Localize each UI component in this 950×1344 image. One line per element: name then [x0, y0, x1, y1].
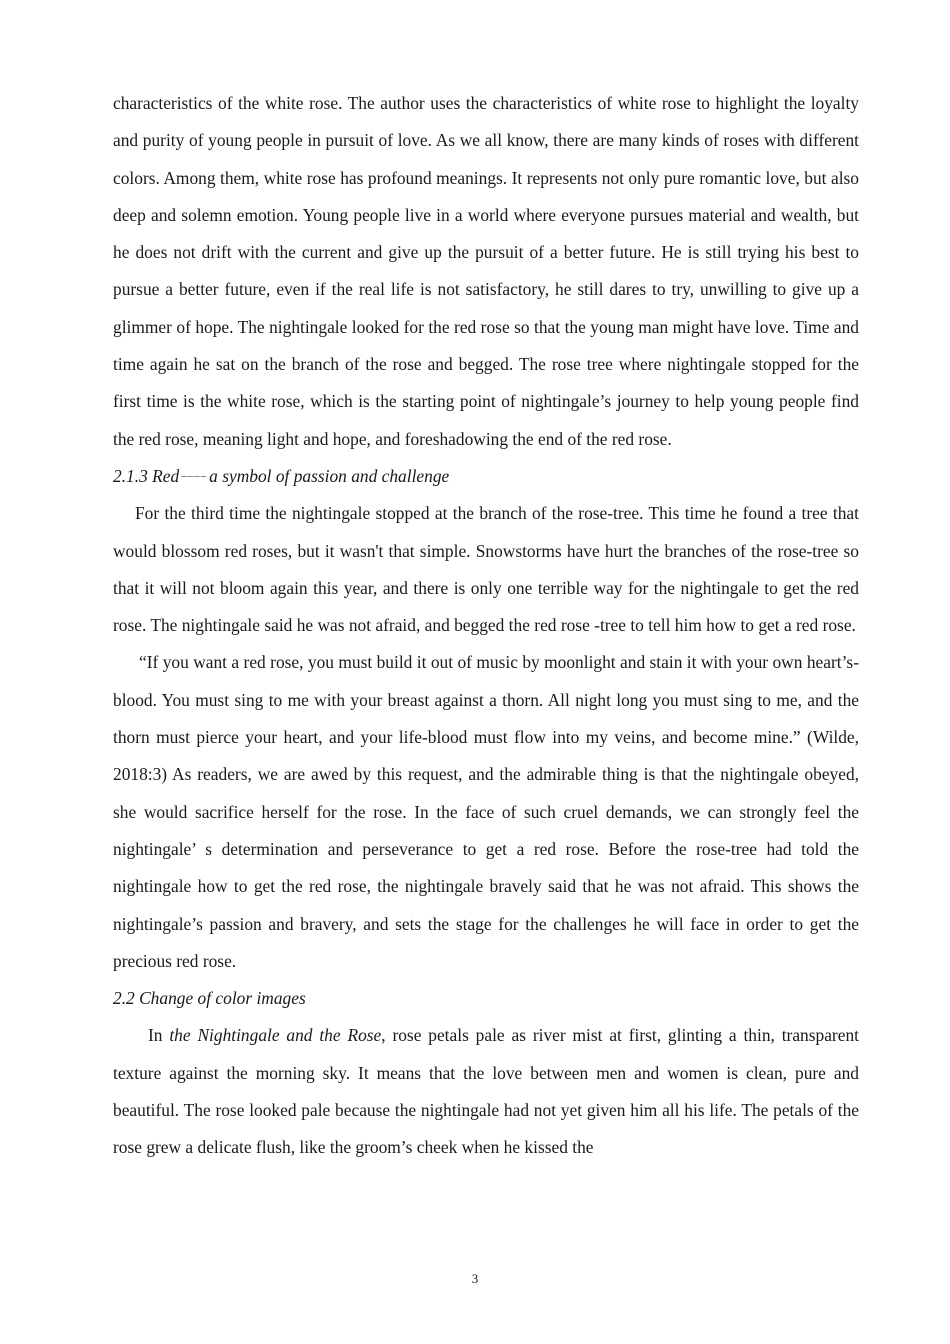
heading-dash: –––– [181, 469, 208, 482]
heading-number-label: 2.1.3 Red [113, 465, 180, 486]
paragraph-lead: In [148, 1025, 170, 1046]
paragraph-rest: , rose petals pale as river mist at first, glinting a thin, transparent texture against the morning sky. It means that the love between men and women is clean, pure and beautiful. The rose looked pale because the nightingale had not yet given him all his life. The petals of the rose grew a delicate flush, like the groom’s cheek when he kissed the [113, 1025, 859, 1158]
paragraph-quote: “If you want a red rose, you must build it out of music by moonlight and stain it with your own heart’s-blood. You must sing to me with your breast against a thorn. All night long you must sing to me, and the thorn must pierce your heart, and your life-blood must flow into my veins, and become mine.” (Wilde, 2018:3) As readers, we are awed by this request, and the admirable thing is that the nightingale obeyed, she would sacrifice herself for the rose. In the face of such cruel demands, we can strongly feel the nightingale’ s determination and perseverance to get a red rose. Before the rose-tree had told the nightingale how to get the red rose, the nightingale bravely said that he was not afraid. This shows the nightingale’s passion and bravery, and sets the stage for the challenges he will face in order to get the precious red rose. [113, 652, 859, 971]
section-heading-2-2: 2.2 Change of color images [113, 988, 306, 1009]
page-body [113, 85, 859, 1167]
paragraph-color-change [113, 1017, 859, 1166]
heading-title: a symbol of passion and challenge [209, 465, 450, 486]
work-title: the Nightingale and the Rose [169, 1025, 382, 1046]
page-number: 3 [471, 1271, 479, 1286]
section-heading-2-1-3 [113, 458, 859, 495]
paragraph-third-time: For the third time the nightingale stopped at the branch of the rose-tree. This time he found a tree that would blossom red roses, but it wasn't that simple. Snowstorms have hurt the branches of the rose-tree so that it will not bloom again this year, and there is only one terrible way for the nightingale to get the red rose. The nightingale said he was not afraid, and begged the red rose -tree to tell him how to get a red rose. [113, 503, 859, 636]
paragraph-white-rose: characteristics of the white rose. The author uses the characteristics of white rose to highlight the loyalty and purity of young people in pursuit of love. As we all know, there are many kinds of roses with different colors. Among them, white rose has profound meanings. It represents not only pure romantic love, but also deep and solemn emotion. Young people live in a world where everyone pursues material and wealth, but he does not drift with the current and give up the pursuit of a better future. He is still trying his best to pursue a better future, even if the real life is not satisfactory, he still dares to try, unwilling to give up a glimmer of hope. The nightingale looked for the red rose so that the young man might have love. Time and time again he sat on the branch of the rose and begged. The rose tree where nightingale stopped for the first time is the white rose, which is the starting point of nightingale’s journey to help young people find the red rose, meaning light and hope, and foreshadowing the end of the red rose. [113, 93, 859, 449]
